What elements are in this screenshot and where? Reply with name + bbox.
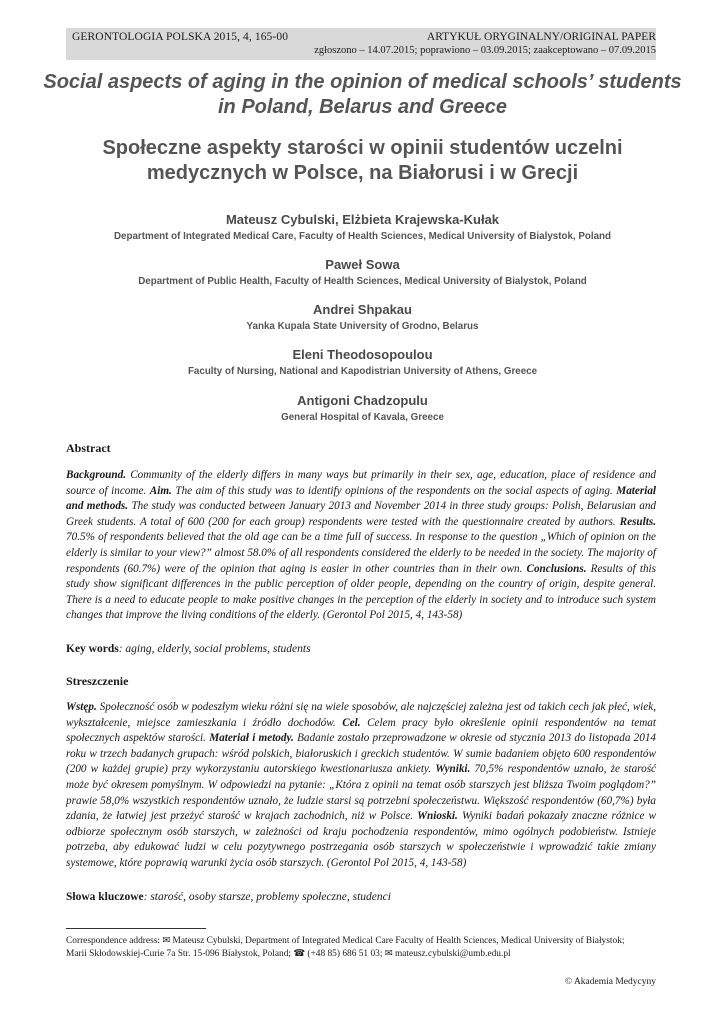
aim-label: Aim.: [149, 484, 172, 497]
abstract-heading: Abstract: [66, 441, 111, 455]
submission-dates: zgłoszono – 14.07.2015; poprawiono – 03.09.2015; zaakceptowano – 07.09.2015: [314, 45, 656, 56]
journal-header: [66, 28, 656, 60]
wnioski-label: Wnioski.: [417, 810, 458, 823]
aim-text: The aim of this study was to identify opinions of the respondents on the social aspects of aging.: [175, 484, 613, 497]
footnote-divider: [66, 928, 206, 929]
author-affiliation: Yanka Kupala State University of Grodno, Belarus: [246, 321, 479, 332]
metody-label: Materiał i metody.: [209, 732, 294, 745]
footnote-line: Marii Skłodowskiej-Curie 7a Str. 15-096 Białystok, Poland; ☎ (+48 85) 686 51 03; ✉ mateusz.cybulski@umb.edu.pl: [66, 948, 511, 959]
slowa-kluczowe-label: Słowa kluczowe: [66, 891, 144, 903]
cel-text: Celem pracy było określenie opinii respondentów na temat społecznych aspektów starości.: [66, 716, 657, 745]
methods-text: The study was conducted between January 2013 and November 2014 in three study groups: Polish, Belarusian and Greek students. A total of 600 (200 for each group) respondents were tested with the questionnaire created by authors.: [66, 500, 657, 528]
results-label: Results.: [619, 515, 657, 528]
author-names: Andrei Shpakau: [313, 302, 412, 317]
author-names: Paweł Sowa: [325, 257, 400, 272]
journal-citation: GERONTOLOGIA POLSKA 2015, 4, 165-00: [72, 31, 289, 43]
wstep-text: Społeczność osób w podeszłym wieku różni się na wiele sposobów, ale najczęściej zależna jest od takich cech jak płeć, wiek, wykształcenie, miejsce zamieszkania i źródło dochodów.: [66, 701, 656, 729]
article-type: ARTYKUŁ ORYGINALNY/ORIGINAL PAPER: [426, 31, 656, 43]
conclusions-label: Conclusions.: [526, 562, 587, 575]
streszczenie-body: [66, 700, 656, 872]
keywords-label: Key words: [66, 643, 119, 655]
conclusions-text: Results of this study show significant differences in the public perception of older people, depending on the country of origin, despite general. There is a need to educate people to make positive changes in the perception of the elderly in society and to introduce such system changes that improve the living conditions of the elderly. (Gerontol Pol 2015, 4, 143-58): [66, 562, 657, 622]
cel-label: Cel.: [342, 716, 361, 729]
author-affiliation: General Hospital of Kavala, Greece: [281, 412, 444, 423]
abstract-body: [66, 468, 656, 624]
author-affiliation: Department of Integrated Medical Care, Faculty of Health Sciences, Medical University of Bialystok, Poland: [113, 231, 612, 242]
metody-text: Badanie zostało przeprowadzone w okresie od stycznia 2013 do listopada 2014 roku w trzech badanych grupach: wśród polskich, białoruskich i greckich studentów. W sumie badaniem objęto 600 respondentów (200 w każdej grupie) przy wykorzystaniu autorskiego kwestionariusza ankiety.: [66, 732, 657, 776]
footnote-line: Correspondence address: ✉ Mateusz Cybulski, Department of Integrated Medical Care Faculty of Health Sciences, Medical University of Białystok;: [66, 936, 625, 946]
title-english: Social aspects of aging in the opinion of medical schools’ students in Poland, Belarus and Greece: [43, 71, 682, 118]
slowa-kluczowe-text: : starość, osoby starsze, problemy społeczne, studenci: [143, 891, 391, 903]
author-names: Mateusz Cybulski, Elżbieta Krajewska-Kułak: [225, 212, 500, 227]
results-text: 70.5% of respondents believed that the old age can be a time full of success. In response to the question „Which of opinion on the elderly is similar to your view?” almost 58.0% of all respondents considered the elderly to be needed in the society. The majority of respondents (60.7%) were of the opinion that aging is easier in other countries than in their own.: [66, 531, 656, 575]
background-label: Background.: [66, 469, 126, 481]
correspondence-footnote: [66, 935, 656, 960]
wnioski-text: Wyniki badań pokazały znaczne różnice w odbiorze społecznym osób starszych, w zależności od kraju pochodzenia respondentów, mimo ogólnych podobieństw. Istnieje potrzeba, aby edukować ludzi w celu pozytywnego postrzegania osób starszych w społeczeństwie i wprowadzić takie zmiany systemowe, które poprawią warunki życia osób starszych. (Gerontol Pol 2015, 4, 143-58): [66, 810, 657, 869]
author-affiliation: Department of Public Health, Faculty of Health Sciences, Medical University of Bialystok, Poland: [138, 276, 587, 287]
wstep-label: Wstęp.: [66, 701, 97, 713]
copyright-notice: © Akademia Medycyny: [564, 977, 656, 987]
wyniki-label: Wyniki.: [435, 763, 471, 776]
background-text: Community of the elderly differs in many ways but primarily in their sex, age, education, place of residence and source of income.: [66, 469, 657, 497]
slowa-kluczowe-line: [66, 891, 656, 903]
keywords-text: : aging, elderly, social problems, students: [118, 643, 311, 655]
keywords-line: [66, 643, 656, 655]
methods-label: Material and methods.: [66, 484, 657, 513]
author-names: Antigoni Chadzopulu: [297, 393, 428, 408]
author-names: Eleni Theodosopoulou: [292, 347, 433, 362]
title-polish: Społeczne aspekty starości w opinii studentów uczelni medycznych w Polsce, na Białorusi i w Grecji: [102, 137, 623, 184]
author-affiliation: Faculty of Nursing, National and Kapodistrian University of Athens, Greece: [187, 366, 538, 377]
wyniki-text: 70,5% respondentów uznało, że starość może być okresem pomyślnym. W odpowiedzi na pytanie: „Która z opinii na temat osób starszych jest bliższa Twoim poglądom?” prawie 58,0% wszystkich respondentów uznało, że ludzie starsi są potrzebni społeczeństwu. Większość respondentów (60,7%) była zdania, że łatwiej jest przeżyć starość w krajach zachodnich, niż w Polsce.: [66, 763, 657, 823]
streszczenie-heading: Streszczenie: [66, 674, 129, 688]
